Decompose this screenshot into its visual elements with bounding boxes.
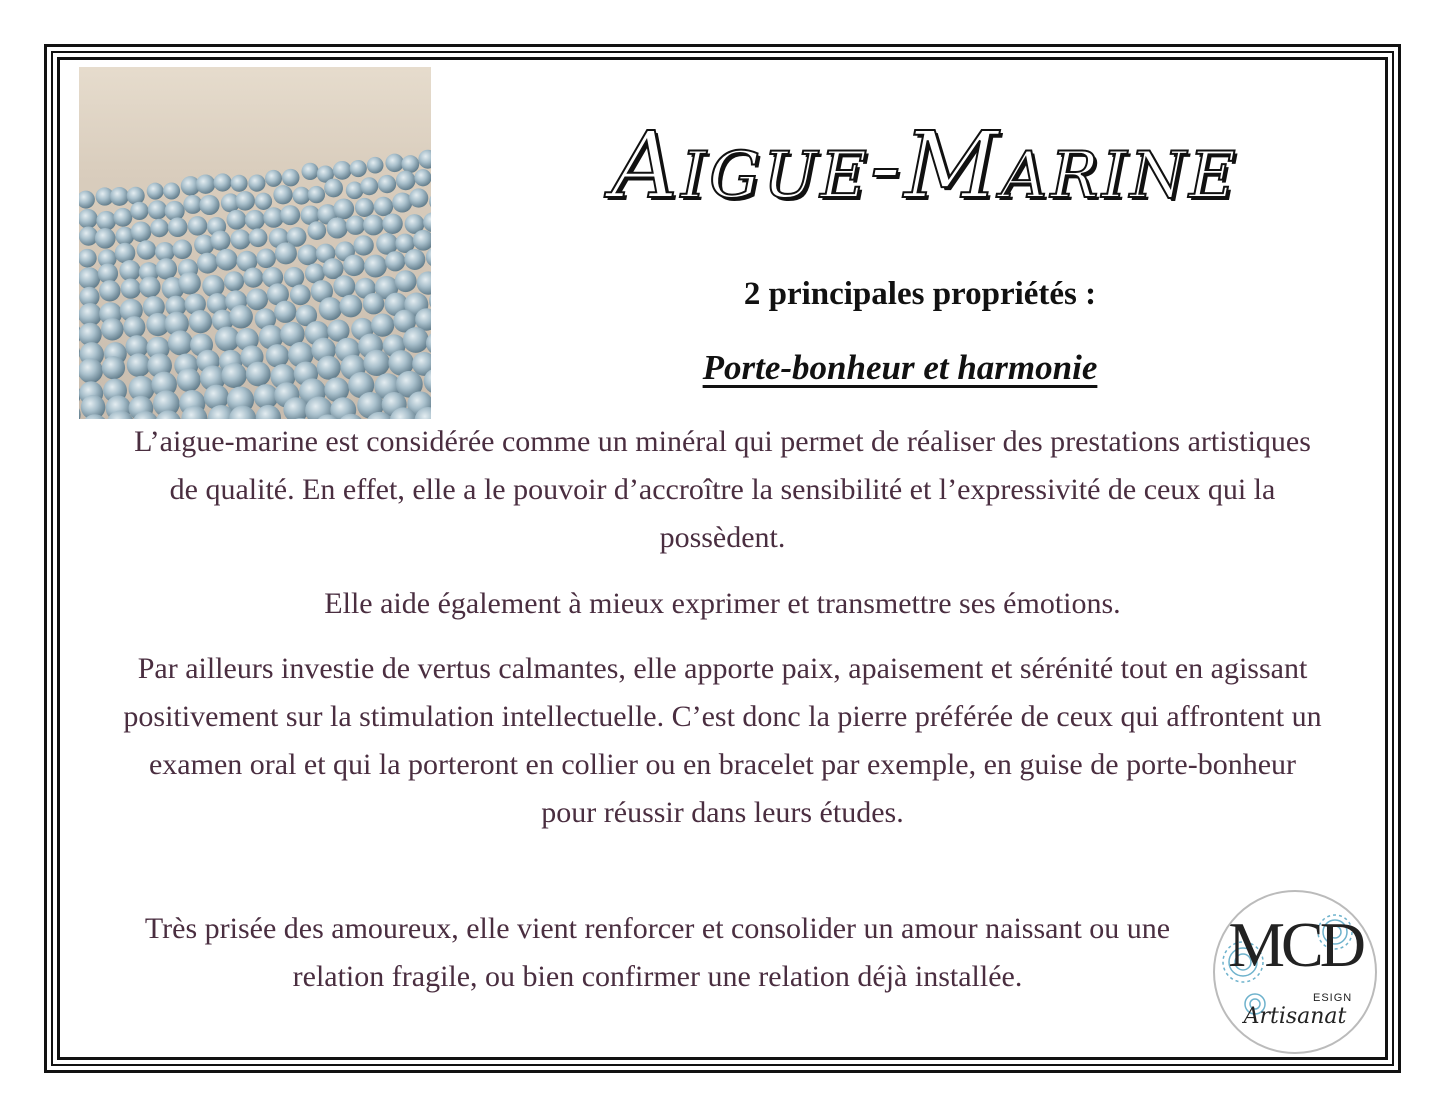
bead <box>137 240 157 260</box>
bead <box>409 188 428 207</box>
bead <box>230 229 250 249</box>
bead <box>414 169 431 186</box>
bead <box>333 275 355 297</box>
bead <box>284 267 304 287</box>
bead <box>355 198 374 217</box>
bead <box>307 221 326 240</box>
paragraph-love: Très prisée des amoureux, elle vient renforcer et consolider un amour naissant ou une relation fragile, ou bien confirmer une relation déjà installée. <box>144 912 1171 993</box>
bead <box>290 284 311 305</box>
bead <box>323 258 344 279</box>
bead <box>115 243 136 264</box>
bead <box>248 174 265 191</box>
bead <box>378 175 396 193</box>
paragraph-calming: Par ailleurs investie de vertus calmantes, elle apporte paix, apaisement et sérénité tout en agissant positivement sur la stimulation intellectuelle. C’est donc la pierre préférée de ceux qui affrontent un examen oral et qui la porteront en collier ou en bracelet par exemple, en guise de porte-bonheur pour réussir dans leurs études. <box>123 652 1322 829</box>
bead <box>196 175 215 194</box>
bead <box>168 217 188 237</box>
properties-tagline: Porte-bonheur et harmonie <box>702 348 1098 387</box>
bead <box>210 230 230 250</box>
bead <box>127 187 145 205</box>
bead <box>403 327 429 353</box>
bead <box>216 249 238 271</box>
bead <box>150 219 168 237</box>
logo-design-text: ESIGN <box>1313 992 1353 1004</box>
logo-monogram: MCD <box>1228 909 1362 980</box>
bead <box>301 163 318 180</box>
properties-heading: 2 principales propriétés : <box>743 276 1097 312</box>
bead <box>130 202 148 220</box>
bead <box>385 251 405 271</box>
bead <box>350 160 367 177</box>
bead <box>79 267 100 289</box>
bead <box>292 187 310 205</box>
bead <box>113 208 132 227</box>
bead <box>243 268 263 288</box>
bead <box>346 215 365 234</box>
bead <box>96 211 116 231</box>
bead <box>249 228 268 247</box>
bead <box>401 155 419 173</box>
paragraph-emotions: Elle aide également à mieux exprimer et transmettre ses émotions. <box>324 587 1121 620</box>
bead <box>123 316 145 338</box>
bead <box>353 235 373 255</box>
bead <box>168 330 193 355</box>
bead <box>148 200 167 219</box>
bead <box>231 175 248 192</box>
bead <box>214 173 232 191</box>
bead <box>227 210 247 230</box>
bead <box>374 197 393 216</box>
bead <box>282 169 300 187</box>
bead <box>273 185 292 204</box>
bead <box>324 179 343 198</box>
bead <box>363 350 389 376</box>
logo-artisanat-text: Artisanat <box>1243 1004 1347 1029</box>
bead <box>343 255 364 276</box>
bead <box>319 297 342 320</box>
bead <box>308 186 325 203</box>
bead <box>266 344 289 367</box>
bead <box>139 276 160 297</box>
bead <box>131 222 152 243</box>
bead <box>119 260 140 281</box>
paragraph-artistic: L’aigue-marine est considérée comme un minéral qui permet de réaliser des prestations artistiques de qualité. En effet, elle a le pouvoir d’accroître la sensibilité et l’expressivité de ceux qui la possèdent. <box>134 425 1311 554</box>
bead <box>178 272 201 295</box>
bead <box>189 310 212 333</box>
bead <box>102 356 125 379</box>
bead <box>382 213 402 233</box>
bead <box>385 154 403 172</box>
bead <box>101 318 124 341</box>
bead <box>317 356 341 380</box>
bead <box>221 363 246 388</box>
bead <box>172 239 192 259</box>
bead <box>371 313 394 336</box>
bead <box>95 228 116 249</box>
bead <box>392 192 412 212</box>
page-title: Aigue-Marine <box>611 112 1239 219</box>
bead <box>246 362 271 387</box>
bead <box>224 271 244 291</box>
bead <box>367 157 384 174</box>
bead <box>333 161 352 180</box>
bead <box>255 193 272 210</box>
bead <box>188 216 208 236</box>
bead <box>99 280 120 301</box>
bead <box>274 301 296 323</box>
bead <box>199 195 219 215</box>
bead <box>363 215 384 236</box>
bead <box>110 187 129 206</box>
bead <box>404 249 425 270</box>
bead <box>177 368 201 392</box>
bead <box>147 183 164 200</box>
bead <box>245 210 265 230</box>
bead <box>327 217 348 238</box>
bead <box>246 288 268 310</box>
bead <box>235 191 255 211</box>
bead <box>395 270 417 292</box>
bead <box>297 245 318 266</box>
bead <box>121 278 141 298</box>
bead <box>163 183 180 200</box>
aquamarine-beads-photo <box>79 67 431 419</box>
bead <box>360 177 378 195</box>
mcd-design-logo <box>1213 890 1377 1054</box>
bead <box>256 249 276 269</box>
bead <box>197 253 218 274</box>
bead <box>275 242 297 264</box>
bead <box>396 171 416 191</box>
bead <box>363 293 384 314</box>
bead <box>127 353 151 377</box>
bead <box>265 170 282 187</box>
bead <box>339 295 362 318</box>
bead <box>156 258 177 279</box>
bead <box>229 305 253 329</box>
bead <box>364 255 387 278</box>
bead <box>79 358 103 383</box>
bead <box>333 198 354 219</box>
bead <box>280 205 300 225</box>
